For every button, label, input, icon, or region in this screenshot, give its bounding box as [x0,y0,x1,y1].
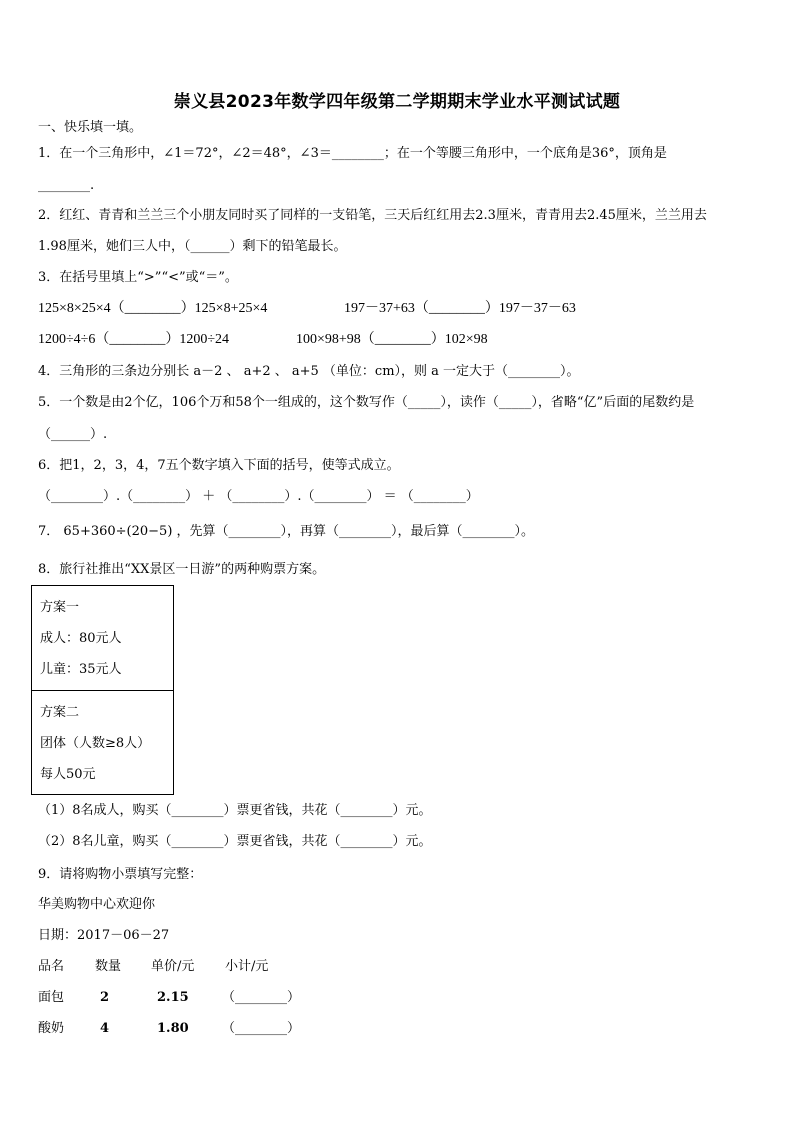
question-8-intro: 8．旅行社推出“XX景区一日游”的两种购票方案。 [38,562,326,577]
section-heading: 一、快乐填一填。 [38,120,143,135]
question-3-intro: 3．在括号里填上“>”“<”或“＝”。 [38,270,238,285]
receipt-row-2-unit-price: 1.80 [157,1021,189,1036]
question-1-line-2: ________. [38,178,95,193]
receipt-date: 日期：2017－06－27 [38,928,170,943]
question-3-item-c: 1200÷4÷6（________）1200÷24 [38,332,230,347]
plan-one-box [31,585,174,691]
question-8-sub-1: （1）8名成人，购买（________）票更省钱，共花（________）元。 [38,803,432,818]
question-3-item-d: 100×98+98（________）102×98 [296,332,488,347]
question-6-intro: 6．把1，2，3，4，7五个数字填入下面的括号，使等式成立。 [38,458,400,473]
plan-one-adult-price: 成人：80元人 [40,631,122,646]
question-2-line-2: 1.98厘米，她们三人中，（______）剩下的铅笔最长。 [38,239,347,254]
receipt-row-2-subtotal-blank: （________） [222,1021,301,1036]
question-3-item-b: 197－37+63（________）197－37－63 [344,301,576,316]
question-4: 4．三角形的三条边分别长 a－2 、 a+2 、 a+5 （单位：cm），则 a 一定大于（________）。 [38,364,580,379]
question-5-line-1: 5．一个数是由2个亿，106个万和58个一组成的，这个数写作（_____），读作（_____），省略“亿”后面的尾数约是 [38,395,695,410]
plan-two-box [31,690,174,795]
plan-one-title: 方案一 [40,600,80,615]
receipt-header-unit-price: 单价/元 [151,959,195,974]
receipt-header-quantity: 数量 [95,959,122,974]
question-2-line-1: 2．红红、青青和兰兰三个小朋友同时买了同样的一支铅笔，三天后红红用去2.3厘米，青青用去2.45厘米，兰兰用去 [38,208,707,223]
receipt-row-2-item: 酸奶 [38,1021,65,1036]
receipt-header-item: 品名 [38,959,65,974]
receipt-store-name: 华美购物中心欢迎你 [38,897,156,912]
plan-two-title: 方案二 [40,705,80,720]
plan-two-group-condition: 团体（人数≥8人） [40,736,151,751]
receipt-row-1-subtotal-blank: （________） [222,990,301,1005]
question-9-intro: 9．请将购物小票填写完整： [38,867,203,882]
receipt-row-1-unit-price: 2.15 [157,990,189,1005]
plan-one-child-price: 儿童：35元人 [40,662,122,677]
page-title: 崇义县2023年数学四年级第二学期期末学业水平测试试题 [173,92,621,112]
question-7: 7． 65+360÷(20−5) ，先算（________），再算（________），最后算（________）。 [38,524,535,539]
question-6-equation: （________）.（________） ＋ （________）.（________） ＝ （________） [38,489,479,504]
question-3-item-a: 125×8×25×4（________）125×8+25×4 [38,301,268,316]
receipt-row-2-quantity: 4 [100,1021,110,1036]
receipt-header-subtotal: 小计/元 [225,959,269,974]
question-1-line-1: 1．在一个三角形中，∠1＝72°，∠2＝48°，∠3＝________；在一个等腰三角形中，一个底角是36°，顶角是 [38,146,667,161]
question-5-line-2: （______）. [38,427,108,442]
question-8-sub-2: （2）8名儿童，购买（________）票更省钱，共花（________）元。 [38,834,432,849]
receipt-row-1-quantity: 2 [100,990,110,1005]
plan-two-group-price: 每人50元 [40,767,96,782]
receipt-row-1-item: 面包 [38,990,65,1005]
